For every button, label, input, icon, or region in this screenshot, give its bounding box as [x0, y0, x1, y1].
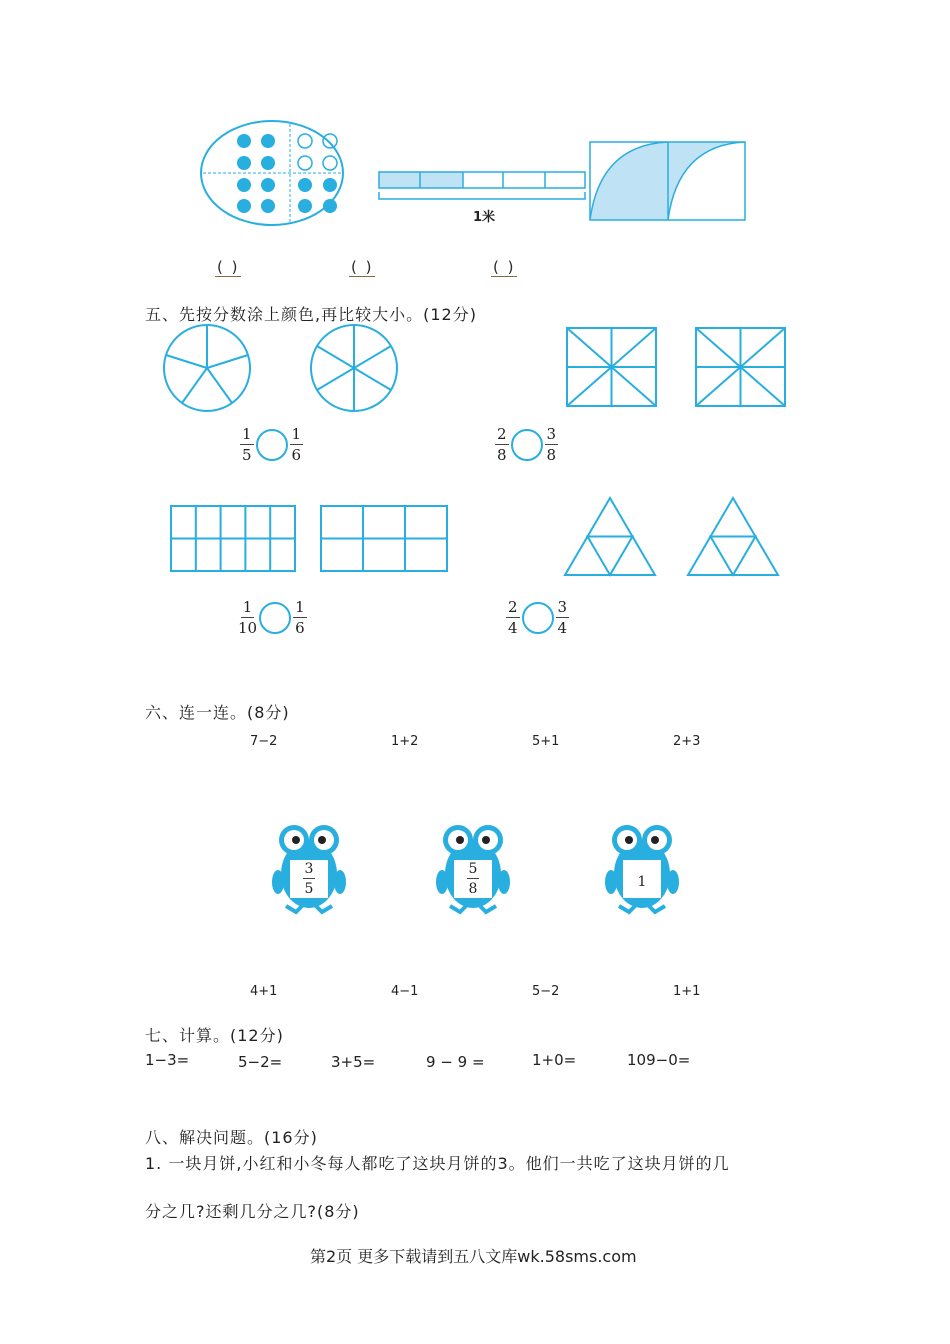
owl-value	[454, 862, 492, 896]
compare-circle[interactable]	[511, 429, 543, 461]
section7-heading: 七、计算。(12分)	[145, 1026, 284, 1045]
fraction	[556, 600, 570, 636]
denominator: 6	[291, 446, 302, 464]
fraction	[467, 862, 480, 896]
match-expression-top-3[interactable]: 5+1	[532, 734, 560, 749]
fraction	[303, 862, 316, 896]
denominator: 4	[557, 619, 568, 637]
match-expression-bottom-3[interactable]: 5−2	[532, 984, 560, 999]
fraction	[495, 427, 509, 463]
section5-heading: 五、先按分数涂上颜色,再比较大小。(12分)	[145, 305, 477, 324]
match-expression-top-2[interactable]: 1+2	[391, 734, 419, 749]
denominator: 8	[546, 446, 557, 464]
fraction	[545, 427, 559, 463]
denominator: 6	[295, 619, 305, 637]
fraction	[293, 600, 307, 636]
calc-item-3[interactable]: 3+5=	[331, 1053, 376, 1071]
numerator: 3	[557, 598, 568, 616]
denominator: 5	[242, 446, 252, 464]
compare-circle[interactable]	[259, 602, 291, 634]
denominator: 5	[304, 881, 314, 897]
answer-blank-2[interactable]: ( )	[351, 258, 374, 276]
owl-value	[290, 862, 328, 896]
denominator: 8	[497, 446, 507, 464]
calc-item-4[interactable]: 9 − 9 =	[426, 1053, 485, 1071]
numerator: 1	[242, 598, 253, 616]
question-1-line-2: 分之几?还剩几分之几?(8分)	[145, 1202, 360, 1221]
numerator: 5	[468, 861, 478, 877]
compare-circle[interactable]	[522, 602, 554, 634]
denominator: 4	[508, 619, 518, 637]
calc-item-6[interactable]: 109−0=	[627, 1051, 691, 1069]
numerator: 3	[304, 861, 314, 877]
answer-blank-3[interactable]: ( )	[493, 258, 516, 276]
numerator: 2	[508, 598, 518, 616]
calc-item-1[interactable]: 1−3=	[145, 1051, 190, 1069]
owl-value: 1	[637, 874, 647, 890]
answer-blank-1[interactable]: ( )	[217, 258, 240, 276]
fraction	[238, 600, 257, 636]
question-1-line-1: 1. 一块月饼,小红和小冬每人都吃了这块月饼的3。他们一共吃了这块月饼的几	[145, 1154, 730, 1173]
fraction	[506, 600, 520, 636]
denominator: 10	[238, 619, 258, 637]
comparison-3	[238, 600, 307, 636]
calc-item-5[interactable]: 1+0=	[532, 1051, 577, 1069]
calc-item-2[interactable]: 5−2=	[238, 1053, 283, 1071]
fraction	[290, 427, 304, 463]
fraction	[240, 427, 254, 463]
owl-card-3[interactable]	[605, 822, 679, 914]
owl-icon	[605, 822, 679, 914]
numerator: 3	[546, 425, 557, 443]
meter-label: 1米	[473, 210, 496, 225]
page-footer: 第2页 更多下载请到五八文库wk.58sms.com	[310, 1247, 637, 1266]
match-expression-bottom-2[interactable]: 4−1	[391, 984, 419, 999]
owl-card-2[interactable]	[436, 822, 510, 914]
numerator: 1	[242, 425, 252, 443]
match-expression-bottom-1[interactable]: 4+1	[250, 984, 278, 999]
comparison-2	[495, 427, 558, 463]
match-expression-top-4[interactable]: 2+3	[673, 734, 701, 749]
section8-heading: 八、解决问题。(16分)	[145, 1128, 318, 1147]
numerator: 1	[291, 425, 302, 443]
match-expression-bottom-4[interactable]: 1+1	[673, 984, 701, 999]
denominator: 8	[468, 881, 478, 897]
numerator: 2	[497, 425, 507, 443]
section6-heading: 六、连一连。(8分)	[145, 703, 290, 722]
comparison-4	[506, 600, 569, 636]
compare-circle[interactable]	[256, 429, 288, 461]
numerator: 1	[295, 598, 305, 616]
owl-card-1[interactable]	[272, 822, 346, 914]
comparison-1	[240, 427, 303, 463]
match-expression-top-1[interactable]: 7−2	[250, 734, 278, 749]
